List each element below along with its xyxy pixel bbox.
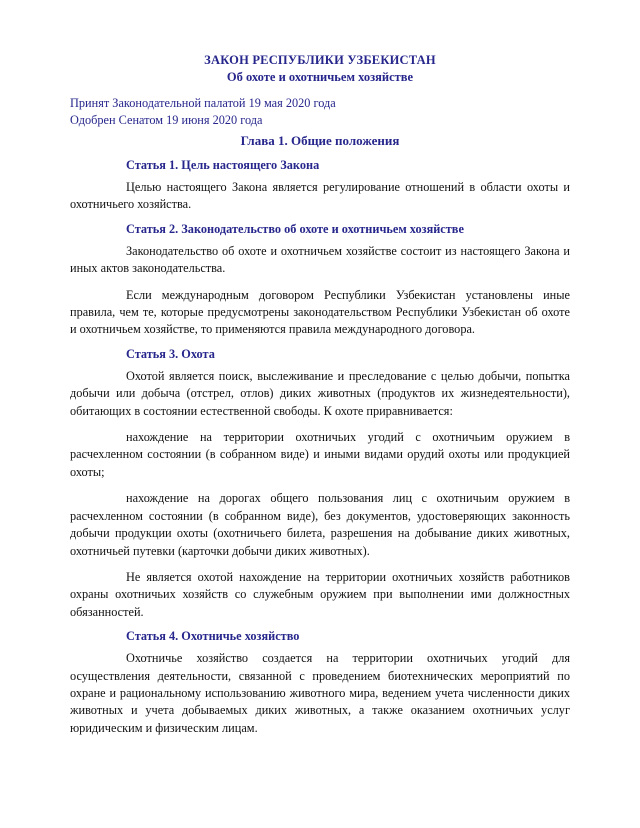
article-3-paragraph-1: Охотой является поиск, выслеживание и преследование с целью добычи, попытка добычи или добыча (отстрел, отлов) диких животных (продуктов их жизнедеятельности), обитающих в состоянии естественной свободы. К охоте приравнивается: — [70, 368, 570, 418]
article-1-heading: Статья 1. Цель настоящего Закона — [126, 158, 320, 172]
article-4-heading: Статья 4. Охотничье хозяйство — [126, 629, 300, 644]
document-title: ЗАКОН РЕСПУБЛИКИ УЗБЕКИСТАН — [204, 53, 436, 67]
article-2-heading: Статья 2. Законодательство об охоте и охотничьем хозяйстве — [126, 221, 464, 236]
article-2-paragraph-1: Законодательство об охоте и охотничьем хозяйстве состоит из настоящего Закона и иных актов законодательства. — [70, 243, 570, 276]
article-1-paragraph-1: Целью настоящего Закона является регулирование отношений в области охоты и охотничьего хозяйства. — [70, 180, 570, 212]
article-2 — [70, 221, 570, 339]
article-3-heading: Статья 3. Охота — [126, 346, 215, 361]
article-3 — [70, 346, 570, 621]
chapter-heading: Глава 1. Общие положения — [240, 133, 400, 148]
article-2-paragraph-2: Если международным договором Республики Узбекистан установлены иные правила, чем те, которые предусмотрены законодательством Республики Узбекистан об охоте и охотничьем хозяйстве, то применяются правила международного договора. — [70, 287, 570, 337]
article-4 — [70, 628, 570, 737]
article-3-paragraph-2: нахождение на территории охотничьих угодий с охотничьим оружием в расчехленном состоянии (в собранном виде) и иными видами орудий охоты или продукцией охоты; — [70, 430, 570, 479]
document-subtitle: Об охоте и охотничьем хозяйстве — [226, 70, 414, 84]
article-4-paragraph-1: Охотничье хозяйство создается на территории охотничьих угодий для осуществления деятельности, связанной с проведением биотехнических мероприятий по охране и рациональному использованию животного мира, ведением учета численности диких животных и учета добываемых диких животных, а также оказанием охотничьих услуг юридическим и физическим лицам. — [70, 651, 570, 735]
article-3-paragraph-3: нахождение на дорогах общего пользования лиц с охотничьим оружием в расчехленном состоянии (в собранном виде), без документов, удостоверяющих законность добычи продукции охоты (охотничьего билета, разрешения на добывание диких животных, охотничьей путевки (карточки добычи диких животных). — [70, 491, 570, 558]
adoption-line-legislative-chamber: Принят Законодательной палатой 19 мая 2020 года — [70, 96, 336, 110]
article-3-paragraph-4: Не является охотой нахождение на территории охотничьих хозяйств работников охраны охотничьих хозяйств со служебным оружием при выполнении ими должностных обязанностей. — [70, 569, 570, 619]
article-1 — [70, 157, 570, 214]
adoption-block — [70, 95, 570, 129]
adoption-line-senate: Одобрен Сенатом 19 июня 2020 года — [70, 113, 263, 127]
